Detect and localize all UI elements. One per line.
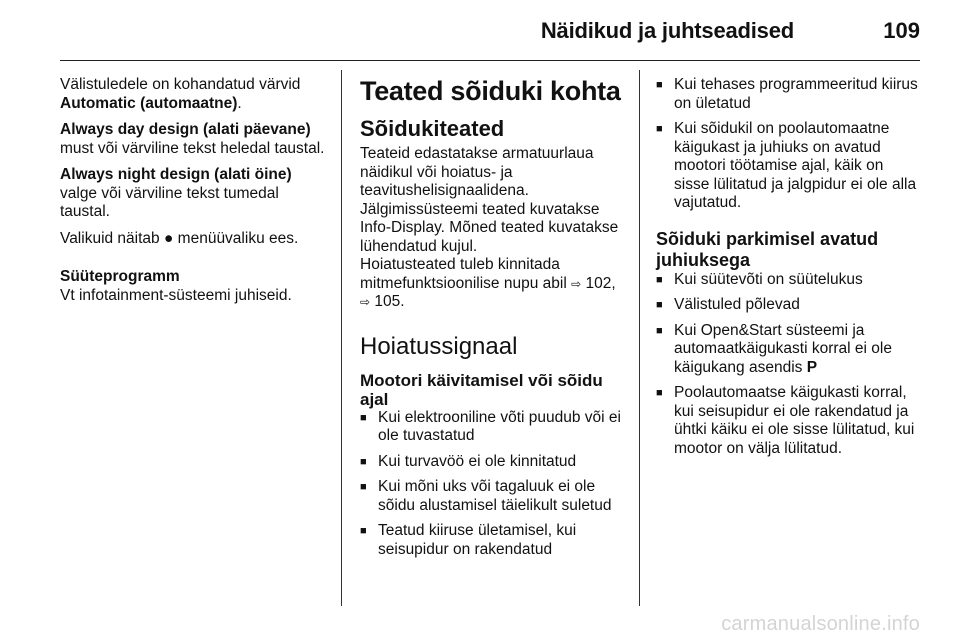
page-ref-arrow-icon: ⇨ [571, 276, 582, 291]
column-divider-2 [639, 70, 640, 606]
column-2 [360, 76, 626, 566]
list-item: ■ Kui mõni uks või tagaluuk ei ole sõidu alustamisel täielikult suletud [360, 478, 626, 515]
list-item: ■ Kui tehases programmeeritud kiirus on ületatud [656, 76, 922, 113]
list-item: ■ Välistuled põlevad [656, 296, 922, 315]
column-1 [60, 76, 328, 313]
heading-parking-door-open: Sõiduki parkimisel avatud juhiuksega [656, 228, 879, 270]
subsection-vehicle-messages: Sõidukiteated [360, 116, 505, 141]
column-3 [656, 76, 922, 465]
paragraph-color-automatic: Välistuledele on kohandatud värvid Automatic (automaatne). [60, 76, 301, 112]
paragraph-day-design: Always day design (alati päevane) must või värviline tekst heledal taustal. [60, 121, 325, 157]
paragraph-messages-3: Hoiatusteated tuleb kinnitada mitmefunktsioonilise nupu abil ⇨ 102, ⇨ 105. [360, 256, 616, 310]
paragraph-messages-2: Jälgimissüsteemi teated kuvatakse Info-Display. Mõned teated kuvatakse lühendatud kujul. [360, 200, 619, 255]
page-number: 109 [883, 18, 920, 43]
list-item: ■ Kui sõidukil on poolautomaatne käigukast ja juhiuks on avatud mootori töötamise ajal, käik on sisse lülitatud ja jalgpidur ei ole alla vajutatud. [656, 120, 922, 213]
subsection-warning-chime: Hoiatussignaal [360, 332, 518, 360]
term-night-design: Always night design (alati öine) [60, 166, 292, 183]
column-divider-1 [341, 70, 342, 606]
list-item: ■ Teatud kiiruse ületamisel, kui seisupidur on rakendatud [360, 522, 626, 559]
paragraph-night-design: Always night design (alati öine) valge või värviline tekst tumedal taustal. [60, 166, 292, 220]
term-day-design: Always day design (alati päevane) [60, 121, 311, 138]
page-ref-arrow-icon: ⇨ [360, 295, 371, 309]
filled-dot-icon: ● [163, 229, 174, 247]
header-rule [60, 60, 920, 61]
list-item: ■ Kui Open&Start süsteemi ja automaatkäigukasti korral ei ole käigukang asendis P [656, 322, 922, 378]
ignition-heading: Süüteprogramm [60, 268, 180, 285]
ignition-text: Vt infotainment-süsteemi juhiseid. [60, 286, 292, 304]
term-automatic: Automatic (automaatne) [60, 94, 238, 112]
header-title: Näidikud ja juhtseadised [540, 18, 794, 43]
list-item: ■ Kui turvavöö ei ole kinnitatud [360, 453, 626, 472]
paragraph-selection-indicator: Valikuid näitab ● menüüvaliku ees. [60, 229, 299, 247]
list-item: ■ Kui süütevõti on süütelukus [656, 271, 922, 290]
list-item: ■ Kui elektrooniline võti puudub või ei ole tuvastatud [360, 409, 626, 446]
heading-engine-start: Mootori käivitamisel või sõidu ajal [360, 370, 603, 409]
list-item: ■ Poolautomaatse käigukasti korral, kui seisupidur ei ole rakendatud ja ühtki käiku ei ole sisse lülitatud, kui mootor on välja lülitatud. [656, 384, 922, 458]
watermark: carmanualsonline.info [721, 613, 920, 635]
section-title: Teated sõiduki kohta [360, 76, 621, 106]
paragraph-messages-1: Teateid edastatakse armatuurlaua näidikul või hoiatus- ja teavitushelisignaalidena. [360, 145, 594, 199]
